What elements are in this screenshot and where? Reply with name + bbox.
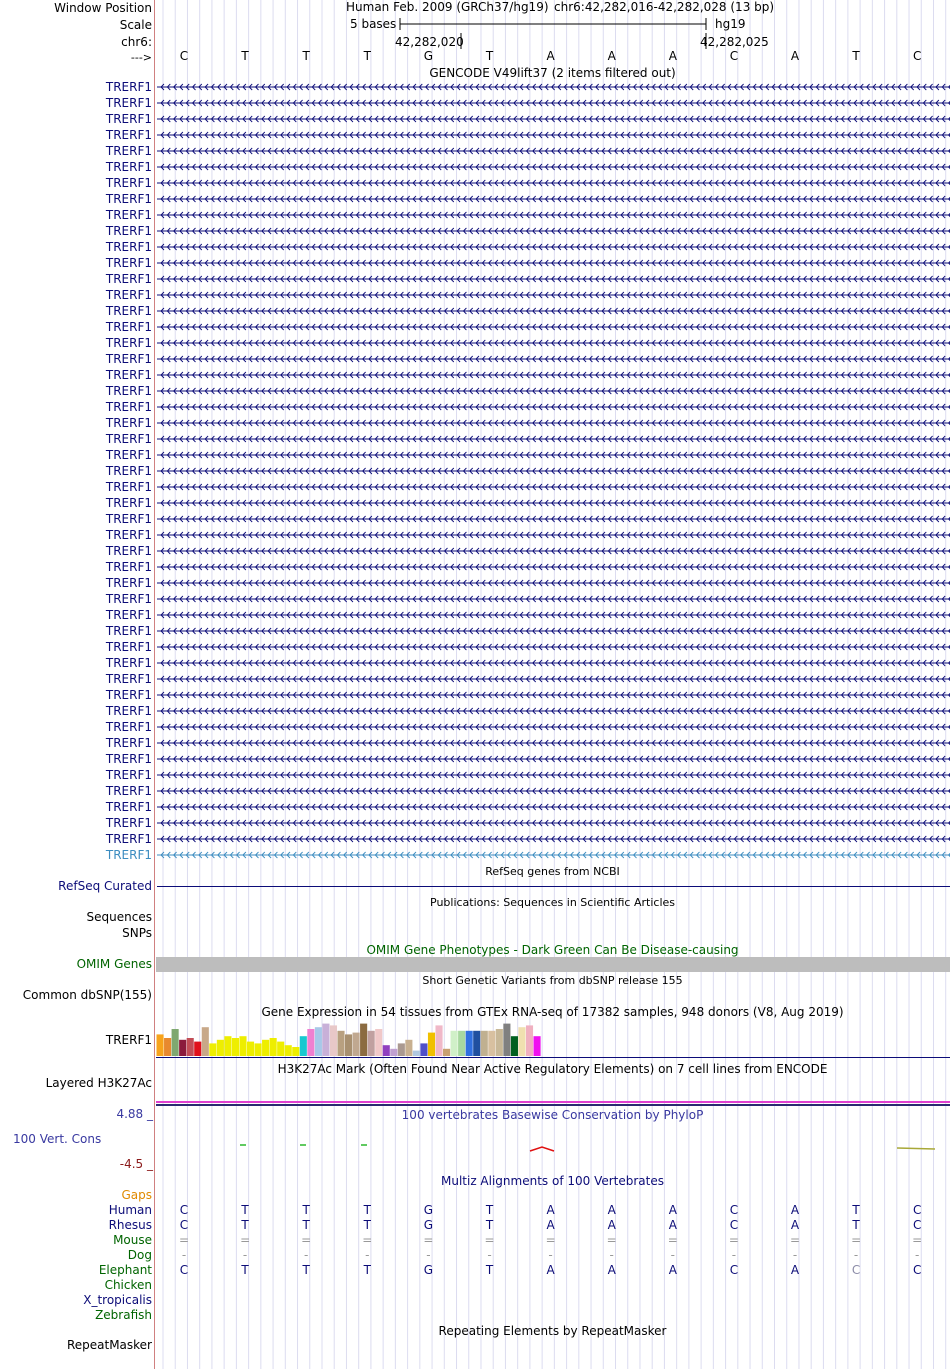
transcript-feature[interactable] <box>157 371 950 379</box>
gtex-bar <box>345 1034 352 1056</box>
gtex-track-label[interactable]: TRERF1 <box>105 1033 152 1047</box>
alignment-base: C <box>179 1263 189 1277</box>
publications-track-title[interactable]: Publications: Sequences in Scientific Articles <box>430 896 675 909</box>
transcript-feature[interactable] <box>157 387 950 395</box>
sequence-base: C <box>729 49 739 63</box>
gtex-bar <box>458 1031 465 1056</box>
alignment-base: A <box>790 1203 800 1217</box>
sequence-base: T <box>485 49 494 63</box>
alignment-base: - <box>365 1248 370 1262</box>
transcript-label[interactable]: TRERF1 <box>105 192 152 206</box>
transcript-label[interactable]: TRERF1 <box>105 528 152 542</box>
transcript-feature[interactable] <box>157 611 950 619</box>
alignment-base: = <box>728 1233 739 1247</box>
transcript-label[interactable]: TRERF1 <box>105 688 152 702</box>
transcript-feature[interactable] <box>157 227 950 235</box>
alignment-base: T <box>302 1263 310 1277</box>
alignment-base: - <box>426 1248 431 1262</box>
gtex-bar <box>375 1029 382 1056</box>
gtex-bar <box>330 1025 337 1056</box>
multiz-track-title[interactable]: Multiz Alignments of 100 Vertebrates <box>440 1174 665 1188</box>
transcript-label[interactable]: TRERF1 <box>105 592 152 606</box>
transcript-label[interactable]: TRERF1 <box>105 640 152 654</box>
gtex-bar <box>194 1042 201 1056</box>
region-title: chr6:42,282,016-42,282,028 (13 bp) <box>554 0 775 14</box>
transcript-label[interactable]: TRERF1 <box>105 208 152 222</box>
repeatmasker-track-label[interactable]: RepeatMasker <box>66 1338 152 1352</box>
db-label: hg19 <box>715 17 746 31</box>
transcript-label[interactable]: TRERF1 <box>105 608 152 622</box>
alignment-base: A <box>607 1263 616 1277</box>
transcript-feature[interactable] <box>157 643 950 651</box>
alignment-base: T <box>241 1203 249 1217</box>
sequence-base: A <box>668 49 677 63</box>
transcript-feature[interactable] <box>157 531 950 539</box>
transcript-feature[interactable] <box>157 835 950 843</box>
alignment-base: - <box>792 1248 798 1262</box>
transcript-feature[interactable] <box>157 419 950 427</box>
species-label[interactable]: Mouse <box>113 1233 152 1247</box>
alignment-base: A <box>546 1203 555 1217</box>
dbsnp-track-title[interactable]: Short Genetic Variants from dbSNP release 155 <box>422 974 683 987</box>
alignment-base: = <box>912 1233 923 1247</box>
h3k27ac-track-label[interactable]: Layered H3K27Ac <box>45 1076 152 1090</box>
alignment-base: = <box>606 1233 617 1247</box>
transcript-label[interactable]: TRERF1 <box>105 656 152 670</box>
gaps-label: Gaps <box>121 1188 152 1202</box>
transcript-feature[interactable] <box>157 115 950 123</box>
transcript-feature[interactable] <box>157 83 950 91</box>
transcript-label[interactable]: TRERF1 <box>105 736 152 750</box>
transcript-label[interactable]: TRERF1 <box>105 496 152 510</box>
gtex-bar <box>481 1031 488 1056</box>
transcript-label[interactable]: TRERF1 <box>105 784 152 798</box>
transcript-feature[interactable] <box>157 307 950 315</box>
gtex-bar <box>262 1040 269 1056</box>
gtex-bar <box>217 1040 224 1056</box>
alignment-base: G <box>423 1218 434 1232</box>
sequence-base: C <box>179 49 189 63</box>
gtex-bar <box>451 1031 458 1056</box>
gtex-bar <box>202 1027 209 1056</box>
gtex-bar <box>277 1042 284 1056</box>
transcript-label[interactable]: TRERF1 <box>105 80 152 94</box>
alignment-base: A <box>668 1203 677 1217</box>
gtex-bar <box>413 1051 420 1056</box>
transcript-label[interactable]: TRERF1 <box>105 176 152 190</box>
transcript-feature[interactable] <box>157 435 950 443</box>
transcript-label[interactable]: TRERF1 <box>105 272 152 286</box>
conservation-plot[interactable] <box>156 1125 950 1170</box>
alignment-base: T <box>302 1218 310 1232</box>
transcript-label[interactable]: TRERF1 <box>105 256 152 270</box>
conservation-track-title[interactable]: 100 vertebrates Basewise Conservation by PhyloP <box>401 1108 704 1122</box>
omim-track-title[interactable]: OMIM Gene Phenotypes - Dark Green Can Be Disease-causing <box>366 943 739 957</box>
species-label[interactable]: Chicken <box>104 1278 152 1292</box>
alignment-base: - <box>609 1248 614 1262</box>
transcript-feature[interactable] <box>157 243 950 251</box>
gtex-bar <box>315 1027 322 1056</box>
transcript-label[interactable]: TRERF1 <box>105 672 152 686</box>
omim-track-feature[interactable] <box>156 957 950 972</box>
gtex-bar <box>360 1024 367 1056</box>
gtex-bar <box>247 1042 254 1056</box>
transcript-feature[interactable] <box>157 211 950 219</box>
refseq-track-feature[interactable] <box>157 886 950 887</box>
transcript-label[interactable]: TRERF1 <box>105 432 152 446</box>
alignment-base: A <box>546 1218 555 1232</box>
transcript-label[interactable]: TRERF1 <box>105 304 152 318</box>
strand-label[interactable]: ---> <box>130 51 152 64</box>
transcript-feature[interactable] <box>157 259 950 267</box>
gtex-bar <box>405 1040 412 1056</box>
gtex-bar <box>232 1038 239 1056</box>
transcript-feature[interactable] <box>157 131 950 139</box>
alignment-base: T <box>485 1263 494 1277</box>
alignment-base: T <box>241 1263 249 1277</box>
gtex-bar <box>390 1049 397 1056</box>
gtex-gene-line <box>156 1057 950 1058</box>
gtex-bar <box>511 1036 518 1056</box>
transcript-label[interactable]: TRERF1 <box>105 704 152 718</box>
gtex-bar <box>428 1033 435 1056</box>
alignment-base: A <box>668 1263 677 1277</box>
transcript-label[interactable]: TRERF1 <box>105 128 152 142</box>
scale-text: 5 bases <box>350 17 397 31</box>
gtex-bar <box>353 1033 360 1056</box>
transcript-feature[interactable] <box>157 195 950 203</box>
transcript-label[interactable]: TRERF1 <box>105 336 152 350</box>
transcript-label[interactable]: TRERF1 <box>105 448 152 462</box>
h3k27ac-baseline <box>156 1104 950 1106</box>
gtex-bar <box>443 1049 450 1056</box>
sequence-base: A <box>790 49 800 63</box>
sequence-base: A <box>546 49 555 63</box>
omim-track-label[interactable]: OMIM Genes <box>76 957 152 971</box>
transcript-label[interactable]: TRERF1 <box>105 288 152 302</box>
gencode-track-title[interactable]: GENCODE V49lift37 (2 items filtered out) <box>429 66 676 80</box>
transcript-label[interactable]: TRERF1 <box>105 144 152 158</box>
transcript-label[interactable]: TRERF1 <box>105 352 152 366</box>
transcript-label[interactable]: TRERF1 <box>105 800 152 814</box>
gtex-track-title[interactable]: Gene Expression in 54 tissues from GTEx RNA-seq of 17382 samples, 948 donors (V8, Aug 2019) <box>261 1005 844 1019</box>
gtex-bar <box>518 1027 525 1056</box>
sequence-base: T <box>852 49 860 63</box>
alignment-base: = <box>423 1233 434 1247</box>
alignment-base: = <box>484 1233 495 1247</box>
transcript-feature[interactable] <box>157 467 950 475</box>
alignment-base: G <box>423 1203 434 1217</box>
gtex-bar <box>322 1024 329 1056</box>
transcript-feature[interactable] <box>157 851 950 859</box>
gtex-bar <box>473 1031 480 1056</box>
alignment-base: A <box>607 1203 616 1217</box>
alignment-base: T <box>363 1203 371 1217</box>
sequence-base: T <box>363 49 371 63</box>
snps-track-label[interactable]: SNPs <box>122 926 152 940</box>
alignment-base: - <box>487 1248 492 1262</box>
species-label[interactable]: Rhesus <box>108 1218 152 1232</box>
alignment-base: - <box>242 1248 248 1262</box>
alignment-base: T <box>852 1218 860 1232</box>
gtex-bar <box>526 1025 533 1056</box>
sequence-base: G <box>423 49 434 63</box>
alignment-base: A <box>790 1218 800 1232</box>
chrom-label: chr6: <box>121 35 152 49</box>
transcript-feature[interactable] <box>157 483 950 491</box>
sequence-base: T <box>241 49 249 63</box>
transcript-feature[interactable] <box>157 515 950 523</box>
gtex-bar <box>435 1025 442 1056</box>
scale-label: Scale <box>119 18 152 32</box>
alignment-base: = <box>545 1233 556 1247</box>
gtex-bar <box>496 1029 503 1056</box>
gtex-bar <box>368 1031 375 1056</box>
alignment-base: = <box>789 1233 801 1247</box>
alignment-base: - <box>181 1248 187 1262</box>
position-tick-left: 42,282,020 <box>395 35 464 49</box>
h3k27ac-signal-line <box>156 1101 950 1103</box>
transcript-feature[interactable] <box>157 707 950 715</box>
alignment-base: C <box>179 1203 189 1217</box>
transcript-label[interactable]: TRERF1 <box>105 480 152 494</box>
alignment-base: A <box>790 1263 800 1277</box>
conservation-track-label[interactable]: 100 Vert. Cons <box>13 1132 102 1146</box>
transcript-label[interactable]: TRERF1 <box>105 320 152 334</box>
transcript-label[interactable]: TRERF1 <box>105 752 152 766</box>
alignment-base: G <box>423 1263 434 1277</box>
conservation-min-label: -4.5 _ <box>119 1157 153 1171</box>
transcript-label[interactable]: TRERF1 <box>105 224 152 238</box>
alignment-base: C <box>729 1218 739 1232</box>
refseq-track-label[interactable]: RefSeq Curated <box>58 879 152 893</box>
transcript-label[interactable]: TRERF1 <box>105 544 152 558</box>
alignment-base: C <box>729 1203 739 1217</box>
gtex-bar <box>270 1038 277 1056</box>
gtex-bar <box>300 1036 307 1056</box>
species-label[interactable]: Elephant <box>98 1263 152 1277</box>
transcript-label[interactable]: TRERF1 <box>105 416 152 430</box>
alignment-base: C <box>179 1218 189 1232</box>
transcript-feature[interactable] <box>157 291 950 299</box>
sequence-base: A <box>607 49 616 63</box>
window-position-label: Window Position <box>54 1 152 15</box>
alignment-base: C <box>912 1218 922 1232</box>
transcript-feature[interactable] <box>157 803 950 811</box>
h3k27ac-track-title[interactable]: H3K27Ac Mark (Often Found Near Active Regulatory Elements) on 7 cell lines from ENCODE <box>277 1062 828 1076</box>
transcript-label[interactable]: TRERF1 <box>105 816 152 830</box>
alignment-base: C <box>912 1203 922 1217</box>
transcript-feature[interactable] <box>157 323 950 331</box>
refseq-track-title[interactable]: RefSeq genes from NCBI <box>485 865 620 878</box>
gtex-bar <box>255 1043 262 1056</box>
transcript-label[interactable]: TRERF1 <box>105 96 152 110</box>
transcript-feature[interactable] <box>157 163 950 171</box>
transcript-label[interactable]: TRERF1 <box>105 240 152 254</box>
alignment-base: A <box>546 1263 555 1277</box>
phylo-mark <box>897 1148 935 1149</box>
transcript-feature[interactable] <box>157 691 950 699</box>
alignment-base: - <box>853 1248 859 1262</box>
gtex-bar <box>534 1036 541 1056</box>
alignment-base: T <box>363 1218 371 1232</box>
gtex-bar <box>224 1036 231 1056</box>
label-separator <box>154 0 155 1369</box>
gtex-bar <box>337 1031 344 1056</box>
transcript-feature[interactable] <box>157 739 950 747</box>
transcript-feature[interactable] <box>157 179 950 187</box>
gtex-bar <box>209 1043 216 1056</box>
gtex-bar <box>172 1029 179 1056</box>
alignment-base: = <box>851 1233 862 1247</box>
transcript-label[interactable]: TRERF1 <box>105 848 152 862</box>
transcript-feature[interactable] <box>157 99 950 107</box>
gtex-bar <box>292 1047 299 1056</box>
transcript-feature[interactable] <box>157 819 950 827</box>
transcript-feature[interactable] <box>157 595 950 603</box>
alignment-base: T <box>485 1203 494 1217</box>
species-label[interactable]: X_tropicalis <box>83 1293 152 1307</box>
transcript-feature[interactable] <box>157 787 950 795</box>
gtex-bar <box>164 1038 171 1056</box>
transcript-label[interactable]: TRERF1 <box>105 464 152 478</box>
alignment-base: T <box>485 1218 494 1232</box>
conservation-max-label: 4.88 _ <box>116 1107 153 1121</box>
repeatmasker-track-title[interactable]: Repeating Elements by RepeatMasker <box>438 1324 667 1338</box>
species-label[interactable]: Human <box>108 1203 152 1217</box>
transcript-label[interactable]: TRERF1 <box>105 720 152 734</box>
alignment-base: = <box>240 1233 251 1247</box>
alignment-base: = <box>362 1233 373 1247</box>
gtex-bar <box>285 1045 292 1056</box>
alignment-base: = <box>667 1233 678 1247</box>
transcript-feature[interactable] <box>157 659 950 667</box>
gtex-bar <box>157 1034 164 1056</box>
gtex-bar-chart[interactable] <box>156 1018 556 1056</box>
alignment-base: T <box>302 1203 310 1217</box>
gtex-bar <box>239 1036 246 1056</box>
transcript-feature[interactable] <box>157 355 950 363</box>
alignment-base: T <box>363 1263 371 1277</box>
transcript-feature[interactable] <box>157 547 950 555</box>
gtex-bar <box>307 1029 314 1056</box>
transcript-label[interactable]: TRERF1 <box>105 624 152 638</box>
transcript-feature[interactable] <box>157 275 950 283</box>
sequence-base: T <box>302 49 310 63</box>
alignment-base: T <box>241 1218 249 1232</box>
alignment-base: C <box>912 1263 922 1277</box>
species-label[interactable]: Zebrafish <box>95 1308 152 1322</box>
transcript-feature[interactable] <box>157 627 950 635</box>
species-label[interactable]: Dog <box>127 1248 152 1262</box>
gtex-bar <box>503 1024 510 1056</box>
transcript-label[interactable]: TRERF1 <box>105 400 152 414</box>
position-tick-right: 42,282,025 <box>700 35 769 49</box>
transcript-label[interactable]: TRERF1 <box>105 112 152 126</box>
transcript-label[interactable]: TRERF1 <box>105 384 152 398</box>
alignment-base: - <box>548 1248 553 1262</box>
gtex-bar <box>488 1031 495 1056</box>
transcript-feature[interactable] <box>157 675 950 683</box>
transcript-label[interactable]: TRERF1 <box>105 560 152 574</box>
dbsnp-track-label[interactable]: Common dbSNP(155) <box>22 988 152 1002</box>
alignment-base: A <box>607 1218 616 1232</box>
alignment-base: A <box>668 1218 677 1232</box>
sequence-base: C <box>912 49 922 63</box>
gtex-bar <box>187 1038 194 1056</box>
gtex-bar <box>383 1045 390 1056</box>
transcript-label[interactable]: TRERF1 <box>105 832 152 846</box>
phylo-mark <box>530 1147 554 1151</box>
transcript-feature[interactable] <box>157 499 950 507</box>
transcript-label[interactable]: TRERF1 <box>105 768 152 782</box>
alignment-base: - <box>915 1248 920 1262</box>
alignment-base: - <box>670 1248 675 1262</box>
transcript-feature[interactable] <box>157 723 950 731</box>
gtex-bar <box>466 1031 473 1056</box>
transcript-feature[interactable] <box>157 339 950 347</box>
alignment-base: - <box>731 1248 737 1262</box>
transcript-label[interactable]: TRERF1 <box>105 512 152 526</box>
transcript-feature[interactable] <box>157 579 950 587</box>
transcript-label[interactable]: TRERF1 <box>105 160 152 174</box>
transcript-feature[interactable] <box>157 451 950 459</box>
alignment-base: C <box>851 1263 861 1277</box>
alignment-base: T <box>852 1203 860 1217</box>
publications-track-label[interactable]: Sequences <box>86 910 152 924</box>
transcript-feature[interactable] <box>157 403 950 411</box>
alignment-base: C <box>729 1263 739 1277</box>
transcript-feature[interactable] <box>157 563 950 571</box>
gtex-bar <box>179 1040 186 1056</box>
alignment-base: = <box>178 1233 190 1247</box>
assembly-title: Human Feb. 2009 (GRCh37/hg19) <box>346 0 549 14</box>
transcript-feature[interactable] <box>157 755 950 763</box>
gtex-bar <box>420 1043 427 1056</box>
alignment-base: = <box>301 1233 312 1247</box>
gtex-bar <box>398 1043 405 1056</box>
transcript-feature[interactable] <box>157 147 950 155</box>
transcript-label[interactable]: TRERF1 <box>105 368 152 382</box>
transcript-label[interactable]: TRERF1 <box>105 576 152 590</box>
transcript-feature[interactable] <box>157 771 950 779</box>
alignment-base: - <box>304 1248 309 1262</box>
